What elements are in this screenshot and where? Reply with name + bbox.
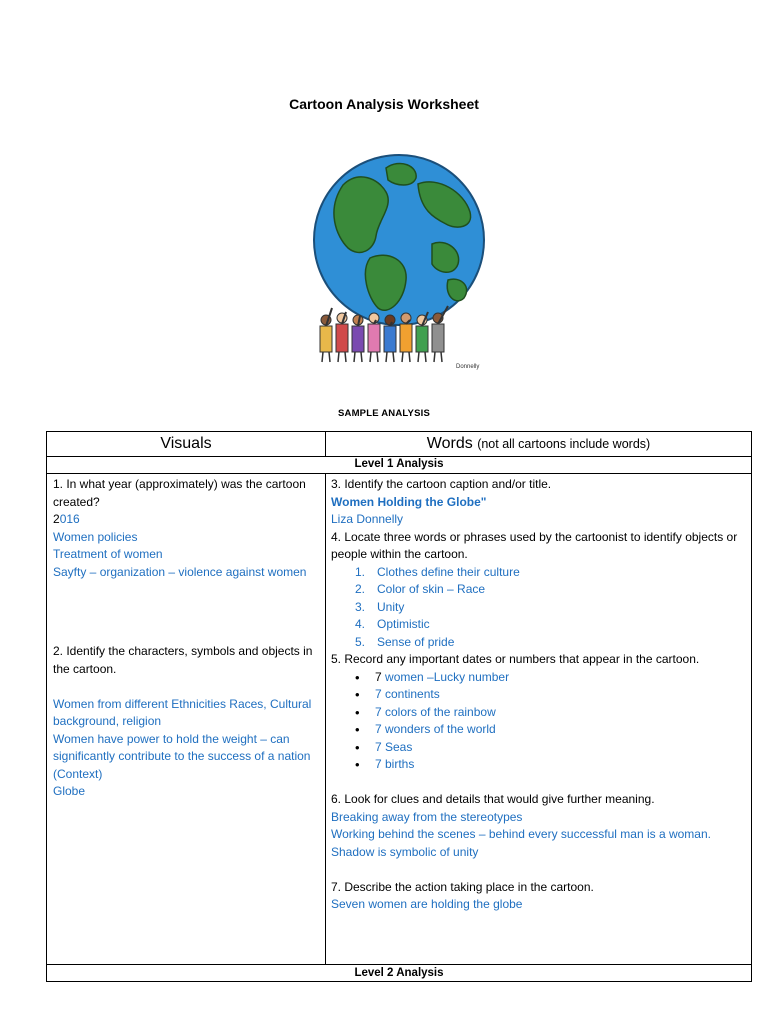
question-6: 6. Look for clues and details that would give further meaning. xyxy=(331,792,655,806)
list-item: • 7 continents xyxy=(353,686,747,704)
question-2: 2. Identify the characters, symbols and objects in the cartoon. xyxy=(53,644,313,676)
q1-answer: Treatment of women xyxy=(53,547,163,561)
question-3: 3. Identify the cartoon caption and/or title. xyxy=(331,477,552,491)
question-1: 1. In what year (approximately) was the cartoon created? xyxy=(53,477,306,509)
sample-analysis-heading: SAMPLE ANALYSIS xyxy=(337,408,431,419)
q6-answer: Shadow is symbolic of unity xyxy=(331,844,479,859)
q7-answer: Seven women are holding the globe xyxy=(331,897,523,911)
page-title: Cartoon Analysis Worksheet xyxy=(289,96,479,112)
visuals-column xyxy=(47,474,326,964)
question-4: 4. Locate three words or phrases used by the cartoonist to identify objects or people within the cartoon. xyxy=(331,529,738,561)
q6-answer: Working behind the scenes – behind every successful man is a woman. xyxy=(331,827,711,841)
analysis-table xyxy=(46,431,752,982)
question-5: 5. Record any important dates or numbers that appear in the cartoon. xyxy=(331,652,700,666)
words-header: Words (not all cartoons include words) xyxy=(426,435,651,452)
list-item: 5. Sense of pride xyxy=(355,634,455,649)
list-item: 2. Color of skin – Race xyxy=(355,582,486,596)
cartoonist-signature: Donnelly xyxy=(456,364,480,370)
list-item: • 7 colors of the rainbow xyxy=(353,704,747,722)
question-7: 7. Describe the action taking place in the cartoon. xyxy=(331,879,594,894)
question-1-year: 2016 xyxy=(53,512,80,526)
q2-answer: Globe xyxy=(53,784,86,798)
level-2-heading: Level 2 Analysis xyxy=(47,964,751,983)
globe-cartoon-image xyxy=(248,140,552,390)
q1-answer: Sayfty – organization – violence against women xyxy=(53,564,307,579)
list-item: 1. Clothes define their culture xyxy=(355,564,520,579)
q5-list xyxy=(331,669,747,774)
q1-answer: Women policies xyxy=(53,529,138,544)
table-header-row xyxy=(47,432,751,457)
list-item: 3. Unity xyxy=(355,599,405,614)
list-item: • 7 Seas xyxy=(353,739,747,757)
list-item: 4. Optimistic xyxy=(355,617,430,631)
q2-answer: Women have power to hold the weight – can significantly contribute to the success of a nation (Context) xyxy=(53,731,311,781)
list-item: • 7 wonders of the world xyxy=(353,721,747,739)
q4-list xyxy=(331,564,747,652)
q2-answer: Women from different Ethnicities Races, Cultural background, religion xyxy=(53,696,312,728)
visuals-header: Visuals xyxy=(47,432,326,456)
q6-answer: Breaking away from the stereotypes xyxy=(331,809,523,824)
words-column xyxy=(326,474,751,964)
words-header-note: (not all cartoons include words) xyxy=(477,437,651,451)
cartoon-author: Liza Donnelly xyxy=(331,512,404,526)
list-item: • 7 births xyxy=(353,756,747,774)
cartoon-caption: Women Holding the Globe" xyxy=(331,494,487,509)
list-item: • 7 women –Lucky number xyxy=(353,669,747,687)
cartoon-illustration xyxy=(248,140,552,390)
level-1-heading: Level 1 Analysis xyxy=(47,456,751,474)
